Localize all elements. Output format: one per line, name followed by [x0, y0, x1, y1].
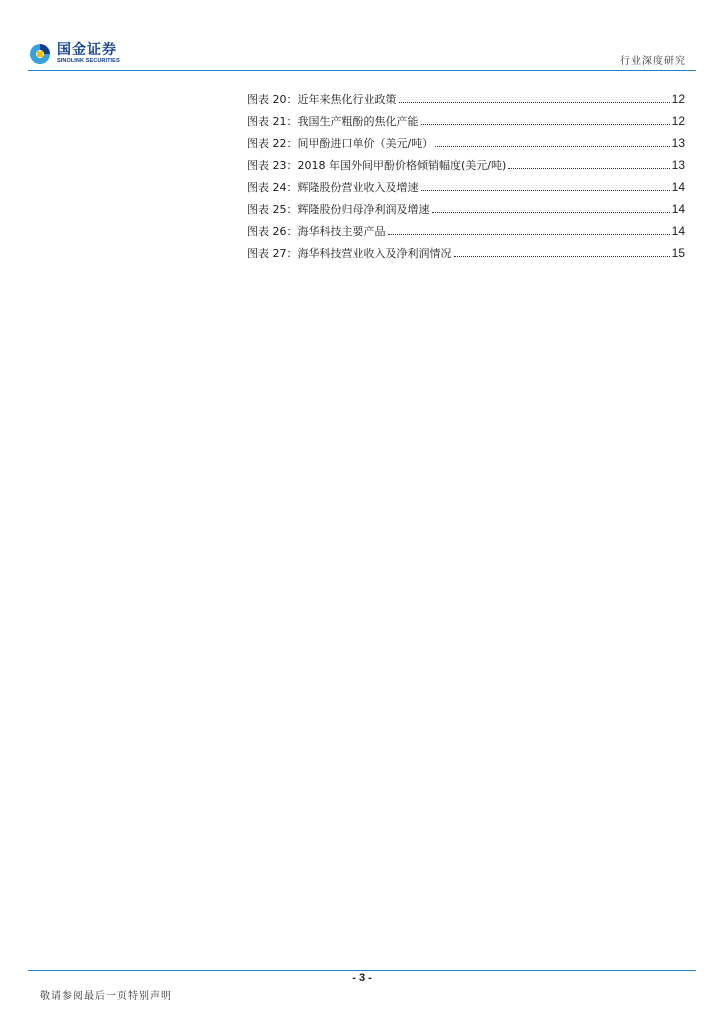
footer-divider: [28, 970, 696, 971]
toc-entry[interactable]: [247, 198, 685, 220]
toc-entry-title: 辉隆股份营业收入及增速: [297, 181, 419, 194]
toc-leader-dots: [421, 190, 670, 191]
logo-chinese-name: 国金证券: [57, 42, 117, 59]
toc-entry-page: 15: [671, 246, 685, 260]
toc-leader-dots: [432, 212, 670, 213]
toc-entry-label: 图表 23：: [247, 159, 298, 172]
toc-entry-title: 近年来焦化行业政策: [297, 93, 397, 106]
toc-entry-label: 图表 27：: [247, 247, 298, 260]
sinolink-logo-icon: [28, 42, 52, 66]
toc-entry-title: 2018 年国外间甲酚价格倾销幅度(美元/吨): [297, 159, 507, 172]
toc-entry-page: 13: [671, 158, 685, 172]
toc-entry-label: 图表 21：: [247, 115, 298, 128]
sinolink-logo: [28, 40, 120, 68]
toc-leader-dots: [435, 146, 669, 147]
toc-entry-page: 14: [671, 180, 685, 194]
page-header: [28, 40, 696, 72]
toc-entry-title: 海华科技主要产品: [297, 225, 386, 238]
toc-entry[interactable]: [247, 132, 685, 154]
toc-entry-label: 图表 24：: [247, 181, 298, 194]
toc-entry[interactable]: [247, 176, 685, 198]
page-number: - 3 -: [352, 972, 372, 984]
toc-entry-page: 12: [671, 114, 685, 128]
figure-list: [247, 88, 685, 264]
toc-entry[interactable]: [247, 220, 685, 242]
toc-entry-title: 辉隆股份归母净利润及增速: [297, 203, 430, 216]
toc-leader-dots: [421, 124, 670, 125]
toc-entry[interactable]: [247, 154, 685, 176]
toc-entry-page: 13: [671, 136, 685, 150]
toc-entry-label: 图表 25：: [247, 203, 298, 216]
toc-entry[interactable]: [247, 110, 685, 132]
toc-entry-page: 14: [671, 224, 685, 238]
toc-entry[interactable]: [247, 242, 685, 264]
toc-entry[interactable]: [247, 88, 685, 110]
logo-english-name: SINOLINK SECURITIES: [57, 58, 120, 65]
toc-entry-title: 海华科技营业收入及净利润情况: [297, 247, 452, 260]
toc-entry-label: 图表 22：: [247, 137, 298, 150]
toc-leader-dots: [399, 102, 670, 103]
toc-leader-dots: [454, 256, 670, 257]
report-type-label: 行业深度研究: [620, 56, 686, 67]
header-divider: [28, 70, 696, 71]
toc-leader-dots: [388, 234, 670, 235]
toc-entry-title: 间甲酚进口单价（美元/吨）: [297, 137, 434, 150]
toc-entry-page: 14: [671, 202, 685, 216]
toc-leader-dots: [508, 168, 669, 169]
footer-disclaimer: 敬请参阅最后一页特别声明: [40, 991, 172, 1002]
toc-entry-label: 图表 26：: [247, 225, 298, 238]
toc-entry-label: 图表 20：: [247, 93, 298, 106]
toc-entry-title: 我国生产粗酚的焦化产能: [297, 115, 419, 128]
toc-entry-page: 12: [671, 92, 685, 106]
